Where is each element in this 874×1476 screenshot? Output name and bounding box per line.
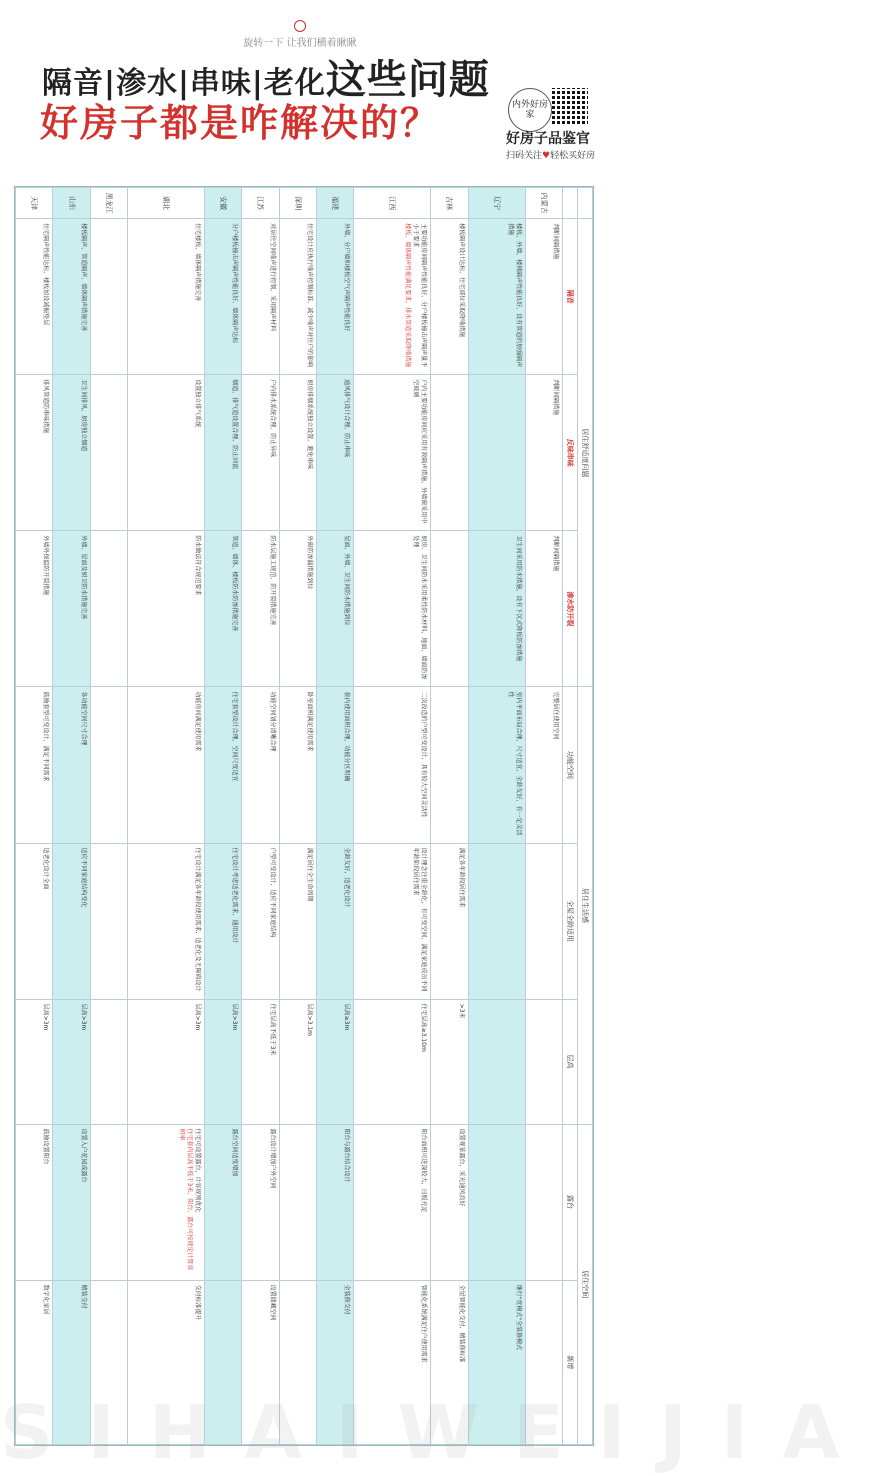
table-row (53, 188, 90, 1445)
table-cell: 设计理念注重全龄化，有可变空间，满足家庭成员不同年龄阶段居住需求 (354, 843, 431, 999)
table-cell: 适应不同家庭结构变化 (53, 843, 90, 999)
table-row (16, 188, 53, 1445)
table-cell: 全屋智能化交付，精装修标准 (431, 1280, 468, 1444)
table-cell: 二次改造的户型可变设计，具有较大空间灵活性 (354, 687, 431, 843)
table-cell: 层高≥3m (316, 999, 353, 1124)
table-cell: 露台设计增加户外空间 (242, 1124, 279, 1280)
table-cell: 判断间隔措施 (525, 531, 562, 687)
table-cell: 住宅设计考虑适老化需求，通用设计 (205, 843, 242, 999)
policy-table (14, 186, 594, 1446)
table-cell: 判断间隔措施 (525, 219, 562, 375)
table-cell: 户型可变设计，适应不同家庭结构 (242, 843, 279, 999)
table-cell: 精装交付 (53, 1280, 90, 1444)
column-header-row (563, 188, 578, 1445)
table-cell: 住宅可设置露台，计容规则优化 住宅套内层高不低于3米，阳台、露台可按规定计算容积率 (128, 1124, 205, 1280)
table-cell: 层高>3m (128, 999, 205, 1124)
table-cell: 分户楼板撞击声隔声性能良好，墙体隔声达标 (205, 219, 242, 375)
table-cell: 完整居住使用空间 (525, 687, 562, 843)
table-cell: 卫生间采用防水措施，设有下沉式降板防渗措施 (468, 531, 525, 687)
table-cell: 外墙、屋面及厨卫防水措施完善 (53, 531, 90, 687)
table-cell (90, 219, 127, 375)
group-header: 居住生活感 (578, 687, 593, 1124)
table-cell: 住宅套型设计合理，空间尺度适宜 (205, 687, 242, 843)
table-cell: 功能空间划分清晰合理 (242, 687, 279, 843)
brand-subtitle (506, 148, 595, 161)
region-cell: 内蒙古 (525, 188, 562, 219)
column-header: 新增 (563, 1280, 578, 1444)
table-cell: 功能房间满足使用需求 (128, 687, 205, 843)
table-cell: 室内平面布局合理，尺寸适宜，全龄友好，有一定灵活性 (468, 687, 525, 843)
table-cell: 屋面、外墙、卫生间防水措施到位 (316, 531, 353, 687)
table-cell: 设置观景露台，采光通风良好 (431, 1124, 468, 1280)
table-cell: 各功能空间尺寸合理 (53, 687, 90, 843)
group-header: 居住空间 (578, 1124, 593, 1445)
table-cell: 设置独立排气系统 (128, 375, 205, 531)
rotated-table-frame (15, 187, 593, 1445)
brand-name: 好房子品鉴官 (506, 131, 590, 147)
region-cell: 深圳 (279, 188, 316, 219)
table-cell: 外墙外保温防开裂措施 (16, 531, 53, 687)
table-cell (468, 1124, 525, 1280)
table-cell: 户内主要功能房间应采用有效隔声措施，外墙窗采用中空玻璃 (354, 375, 431, 531)
table-cell (431, 687, 468, 843)
region-cell: 福建 (316, 188, 353, 219)
table-row (279, 188, 316, 1445)
region-cell: 辽宁 (468, 188, 525, 219)
table-row (354, 188, 431, 1445)
rotate-icon (294, 20, 306, 32)
table-cell: 全龄友好，适老化设计 (316, 843, 353, 999)
table-cell (279, 1124, 316, 1280)
table-cell: 住宅设计满足各年龄段使用需求，适老化及无障碍设计 (128, 843, 205, 999)
headline-line-2: 好房子都是咋解决的？ (40, 101, 441, 145)
table-cell (90, 1280, 127, 1444)
table-cell: 楼板、外墙、楼梯隔声性能良好，设有管道的加强隔声措施 (468, 219, 525, 375)
table-row (316, 188, 353, 1445)
table-cell: 住宅楼板、墙体隔声措施完善 (128, 219, 205, 375)
table-cell: 通风排气设计合理，防止串味 (316, 375, 353, 531)
table-cell: 住宅层高不低于3米 (242, 999, 279, 1124)
rotate-hint (0, 20, 600, 49)
table-cell: 卧室面积满足使用需求 (279, 687, 316, 843)
table-cell (525, 1280, 562, 1444)
rotate-hint-text: 旋转一下 让我们横着瞅瞅 (243, 38, 357, 49)
table-cell: 层高>3.1m (279, 999, 316, 1124)
table-cell (205, 1280, 242, 1444)
region-cell: 吉林 (431, 188, 468, 219)
table-cell: 套内使用面积合理，功能分区明确 (316, 687, 353, 843)
table-cell (468, 375, 525, 531)
table-row (431, 188, 468, 1445)
group-header: 居住舒适度问题 (578, 219, 593, 687)
column-header: 隔音 (563, 219, 578, 375)
table-cell: 卫生间排风，厨房独立烟道 (53, 375, 90, 531)
region-cell: 安徽 (205, 188, 242, 219)
table-cell: 住宅隔声性能达标，楼板加设减振垫层 (16, 219, 53, 375)
column-header: 功能空间 (563, 687, 578, 843)
table-cell: 管道、墙体、楼板防水防渗措施完善 (205, 531, 242, 687)
table-cell: 满足居住全生命周期 (279, 843, 316, 999)
table-cell (279, 1280, 316, 1444)
table-cell: 露台空间适度增加 (205, 1124, 242, 1280)
table-cell (431, 375, 468, 531)
table-cell: 层高>3m (205, 999, 242, 1124)
table-cell (525, 1124, 562, 1280)
table-cell: 层高>3m (53, 999, 90, 1124)
region-cell: 湖北 (128, 188, 205, 219)
table-cell: 层高>3m (16, 999, 53, 1124)
heart-icon: ♥ (542, 151, 551, 161)
table-cell: 交付标准提升 (128, 1280, 205, 1444)
table-cell: 排风管道防串味措施 (16, 375, 53, 531)
headline-topics: 隔音|渗水|串味|老化 (42, 66, 326, 101)
table-row (525, 188, 562, 1445)
group-header-row (578, 188, 593, 1445)
brand-logo: 内外好房家 (508, 88, 552, 132)
table-cell: 住宅层高≥3.10m (354, 999, 431, 1124)
table-cell: 鼓励套型可变设计，满足不同需求 (16, 687, 53, 843)
table-cell: 数字化家居 (16, 1280, 53, 1444)
table-cell: 楼板隔声设计达标，住宅部位采取降噪措施 (431, 219, 468, 375)
table-cell: 防水做法符合规范要求 (128, 531, 205, 687)
table-cell (90, 999, 127, 1124)
column-header: 渗水防开裂 (563, 531, 578, 687)
table-cell: 主要功能房间隔声性能良好，分户楼板撞击声隔声量不小于要求 楼板、墙体隔声性能满足要求，排水管道采取降噪措施 (354, 219, 431, 375)
table-row (468, 188, 525, 1445)
column-header: 反味串味 (563, 375, 578, 531)
table-cell: 楼板隔声、管道隔声、墙体隔声措施完善 (53, 219, 90, 375)
table-cell: 判断间隔措施 (525, 375, 562, 531)
column-header: 露台 (563, 1124, 578, 1280)
table-cell (90, 687, 127, 843)
policy-grid (15, 187, 593, 1445)
table-cell: 适老化设计全面 (16, 843, 53, 999)
table-cell (525, 843, 562, 999)
region-cell: 江苏 (242, 188, 279, 219)
column-header: 全屋全龄适用 (563, 843, 578, 999)
column-header: 层高 (563, 999, 578, 1124)
table-cell: 设置储藏空间 (242, 1280, 279, 1444)
table-cell: 继行"宽模式"全装修模式 (468, 1280, 525, 1444)
table-cell: 设置入户花园或露台 (53, 1124, 90, 1280)
table-cell: >3米 (431, 999, 468, 1124)
table-row (128, 188, 205, 1445)
corner-cell (578, 188, 593, 219)
table-cell: 厨房排烟系统独立设置，避免串味 (279, 375, 316, 531)
table-body (16, 188, 563, 1445)
table-cell (90, 531, 127, 687)
table-cell: 外墙、分户墙和楼板空气声隔声性能良好 (316, 219, 353, 375)
table-row (90, 188, 127, 1445)
table-row (242, 188, 279, 1445)
table-cell: 住宅设计应执行噪声控制标准，减少噪声对住户的影响 (279, 219, 316, 375)
table-cell: 鼓励设置阳台 (16, 1124, 53, 1280)
region-cell: 天津 (16, 188, 53, 219)
table-cell (90, 375, 127, 531)
region-cell: 山东 (53, 188, 90, 219)
table-cell: 阳台与露台结合设计 (316, 1124, 353, 1280)
highlight-note: 楼板、墙体隔声性能满足要求，排水管道采取降噪措施 (404, 223, 412, 368)
table-cell: 满足各年龄段居住需求 (431, 843, 468, 999)
table-row (205, 188, 242, 1445)
headline-emphasis: 这些问题 (325, 57, 490, 103)
table-cell: 阳台面积可进深较大，日照充足 (354, 1124, 431, 1280)
region-header (563, 188, 578, 219)
table-cell (90, 1124, 127, 1280)
highlight-note: 住宅套内层高不低于3米，阳台、露台可按规定计算容积率 (178, 1128, 194, 1271)
brand-subtitle-b: 轻松买好房 (550, 151, 596, 161)
table-cell: 厨房、卫生间防水采用柔性防水材料，地面、墙面防渗处理 (354, 531, 431, 687)
table-cell (431, 531, 468, 687)
table-cell: 全装修交付 (316, 1280, 353, 1444)
table-cell: 智能化系统满足住户使用需求 (354, 1280, 431, 1444)
table-cell: 户内排水系统合理，防止异味 (242, 375, 279, 531)
region-cell: 江西 (354, 188, 431, 219)
brand-subtitle-a: 扫码关注 (506, 151, 543, 161)
table-cell (468, 999, 525, 1124)
table-cell (525, 999, 562, 1124)
table-cell (468, 843, 525, 999)
region-cell: 黑龙江 (90, 188, 127, 219)
table-cell: 防水层施工规范，防开裂措施完善 (242, 531, 279, 687)
table-cell (90, 843, 127, 999)
qr-code-icon[interactable] (552, 88, 588, 124)
table-cell: 外窗防渗漏措施到位 (279, 531, 316, 687)
table-cell: 对居住空间噪声进行控制，采用隔声材料 (242, 219, 279, 375)
table-cell: 烟道、排气道设置合理，防止回流 (205, 375, 242, 531)
